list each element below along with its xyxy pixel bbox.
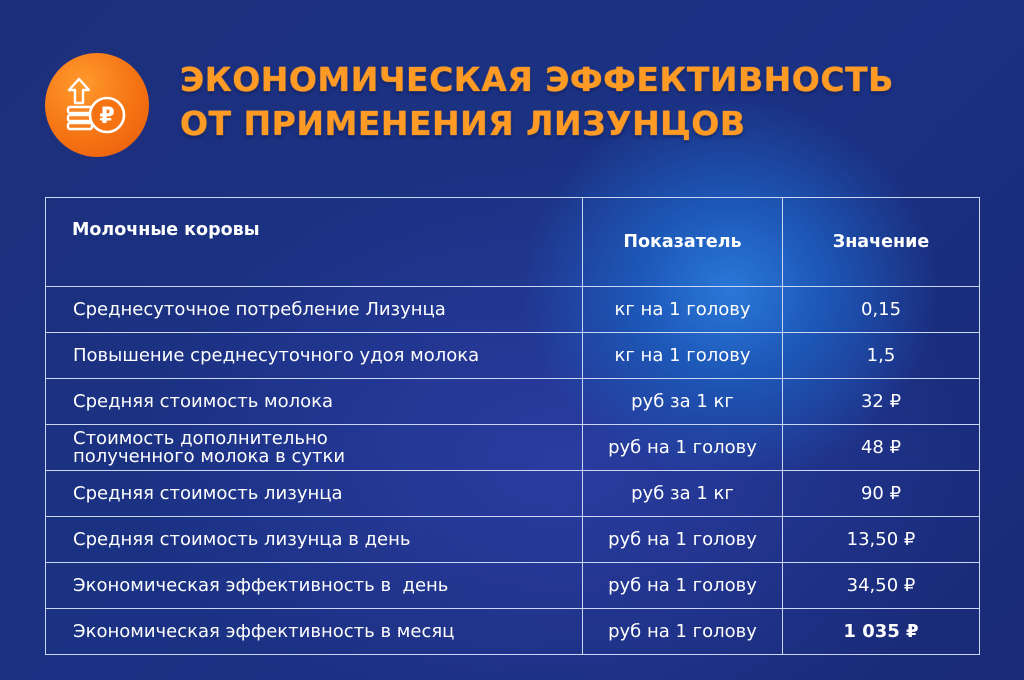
row-unit: руб на 1 голову — [583, 609, 783, 655]
row-value: 34,50 ₽ — [783, 563, 980, 609]
coins-growth-ruble-icon — [65, 73, 129, 137]
row-unit: руб за 1 кг — [583, 379, 783, 425]
row-name: Экономическая эффективность в день — [46, 563, 583, 609]
row-value: 13,50 ₽ — [783, 517, 980, 563]
page-title-line-1: ЭКОНОМИЧЕСКАЯ ЭФФЕКТИВНОСТЬ — [180, 60, 894, 99]
efficiency-table — [45, 197, 980, 655]
row-name: Экономическая эффективность в месяц — [46, 609, 583, 655]
row-unit: кг на 1 голову — [583, 287, 783, 333]
table-row — [46, 333, 980, 379]
row-value: 90 ₽ — [783, 471, 980, 517]
table-row — [46, 471, 980, 517]
row-unit: руб за 1 кг — [583, 471, 783, 517]
svg-text:₽: ₽ — [99, 104, 115, 129]
page-title — [180, 58, 894, 146]
table-row — [46, 517, 980, 563]
table-row — [46, 379, 980, 425]
row-value: 48 ₽ — [783, 425, 980, 471]
column-header-value: Значение — [783, 198, 980, 287]
row-value-total: 1 035 ₽ — [783, 609, 980, 655]
row-unit: руб на 1 голову — [583, 563, 783, 609]
column-header-cows: Молочные коровы — [46, 198, 583, 287]
row-value: 0,15 — [783, 287, 980, 333]
row-name: Повышение среднесуточного удоя молока — [46, 333, 583, 379]
table-row — [46, 563, 980, 609]
page-title-line-2: ОТ ПРИМЕНЕНИЯ ЛИЗУНЦОВ — [180, 104, 746, 143]
column-header-indicator: Показатель — [583, 198, 783, 287]
row-value: 1,5 — [783, 333, 980, 379]
row-name: Стоимость дополнительно полученного молока в сутки — [46, 425, 583, 471]
row-name: Средняя стоимость лизунца в день — [46, 517, 583, 563]
table-row — [46, 609, 980, 655]
row-unit: руб на 1 голову — [583, 425, 783, 471]
logo — [45, 53, 149, 157]
table-row — [46, 287, 980, 333]
table-row — [46, 425, 980, 471]
row-name: Средняя стоимость лизунца — [46, 471, 583, 517]
row-unit: руб на 1 голову — [583, 517, 783, 563]
row-name: Средняя стоимость молока — [46, 379, 583, 425]
row-name: Среднесуточное потребление Лизунца — [46, 287, 583, 333]
table-header-row — [46, 198, 980, 287]
row-value: 32 ₽ — [783, 379, 980, 425]
row-unit: кг на 1 голову — [583, 333, 783, 379]
